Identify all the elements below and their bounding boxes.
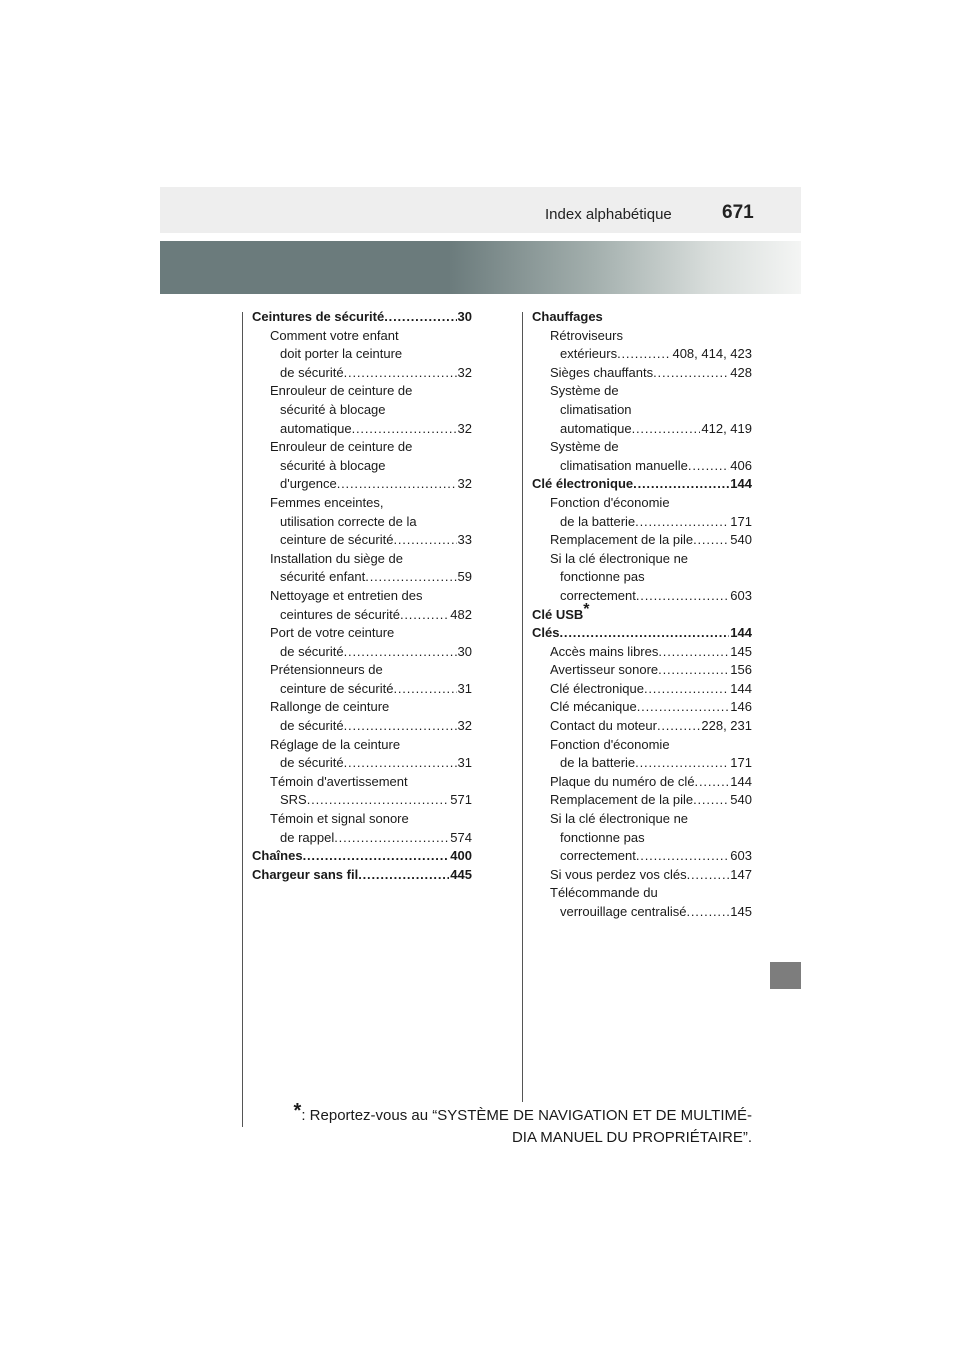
index-entry xyxy=(532,661,752,680)
index-entry xyxy=(532,550,752,569)
entry-text: fonctionne pas xyxy=(560,569,645,585)
index-entry xyxy=(532,717,752,736)
index-entry xyxy=(252,364,472,383)
index-entry xyxy=(532,624,752,643)
index-entry xyxy=(252,308,472,327)
entry-text: Chaînes xyxy=(252,848,303,864)
entry-text: Ceintures de sécurité xyxy=(252,309,385,324)
footnote-line-2: DIA MANUEL DU PROPRIÉTAIRE”. xyxy=(511,1129,752,1146)
index-entry xyxy=(532,513,752,532)
leader-dots xyxy=(384,308,456,327)
entry-text: Remplacement de la pile xyxy=(550,792,694,808)
index-entry xyxy=(252,866,472,885)
index-entry xyxy=(532,810,752,829)
leader-dots xyxy=(636,587,729,606)
section-title: Index alphabétique xyxy=(545,206,672,223)
leader-dots xyxy=(307,791,450,810)
entry-page-ref: 33 xyxy=(457,532,472,548)
entry-text: climatisation manuelle xyxy=(560,457,688,473)
leader-dots xyxy=(686,903,729,922)
index-entry xyxy=(532,791,752,810)
index-entry xyxy=(532,438,752,457)
entry-page-ref: 144 xyxy=(730,625,752,641)
index-column-right xyxy=(532,308,752,922)
leader-dots xyxy=(657,717,700,736)
index-entry xyxy=(252,420,472,439)
footnote-marker: * xyxy=(583,600,590,618)
index-entry xyxy=(252,401,472,420)
entry-page-ref: 146 xyxy=(730,699,752,715)
index-entry xyxy=(532,382,752,401)
index-entry xyxy=(252,643,472,662)
leader-dots xyxy=(695,773,730,792)
leader-dots xyxy=(393,531,456,550)
leader-dots xyxy=(344,717,457,736)
index-entry xyxy=(532,829,752,848)
entry-text: Remplacement de la pile xyxy=(550,532,694,548)
leader-dots xyxy=(658,643,729,662)
entry-text: Système de xyxy=(550,383,619,399)
entry-page-ref: 144 xyxy=(730,476,752,492)
entry-text: Chargeur sans fil xyxy=(252,866,359,882)
entry-text: de sécurité xyxy=(280,718,344,734)
entry-text: de rappel xyxy=(280,829,335,845)
entry-page-ref: 30 xyxy=(457,643,472,659)
leader-dots xyxy=(337,475,457,494)
index-entry xyxy=(532,494,752,513)
index-entry xyxy=(252,736,472,755)
index-entry xyxy=(252,513,472,532)
entry-text: Enrouleur de ceinture de xyxy=(270,383,413,399)
leader-dots xyxy=(653,364,729,383)
entry-text: automatique xyxy=(280,420,352,436)
leader-dots xyxy=(400,606,449,625)
leader-dots xyxy=(693,791,729,810)
entry-page-ref: 145 xyxy=(730,904,752,919)
entry-page-ref: 156 xyxy=(730,662,752,678)
index-entry xyxy=(252,624,472,643)
entry-page-ref: 228, 231 xyxy=(701,718,752,734)
index-entry xyxy=(252,438,472,457)
entry-text: Contact du moteur xyxy=(550,718,657,734)
leader-dots xyxy=(334,829,449,848)
entry-text: ceinture de sécurité xyxy=(280,532,394,548)
entry-page-ref: 428 xyxy=(730,364,752,380)
entry-text: verrouillage centralisé xyxy=(560,904,687,919)
entry-page-ref: 144 xyxy=(730,773,752,789)
index-entry xyxy=(532,643,752,662)
entry-text: ceinture de sécurité xyxy=(280,680,394,696)
leader-dots xyxy=(693,531,729,550)
index-entry xyxy=(252,829,472,848)
leader-dots xyxy=(633,475,729,494)
index-entry xyxy=(252,587,472,606)
entry-text: ceintures de sécurité xyxy=(280,606,400,622)
leader-dots xyxy=(687,866,730,885)
section-thumb-tab xyxy=(770,962,801,989)
header-bar xyxy=(160,187,801,233)
index-entry xyxy=(532,698,752,717)
index-column-left xyxy=(252,308,472,884)
leader-dots xyxy=(344,754,457,773)
index-entry xyxy=(252,847,472,866)
entry-page-ref: 603 xyxy=(730,848,752,864)
leader-dots xyxy=(637,698,730,717)
entry-text: fonctionne pas xyxy=(560,829,645,845)
index-entry xyxy=(532,884,752,903)
footnote xyxy=(280,1100,752,1149)
index-entry xyxy=(252,494,472,513)
entry-text: Nettoyage et entretien des xyxy=(270,587,423,603)
entry-text: correctement xyxy=(560,587,636,603)
index-entry xyxy=(532,401,752,420)
index-entry xyxy=(532,600,752,625)
leader-dots xyxy=(632,420,701,439)
footnote-line-1: : Reportez-vous au “SYSTÈME DE NAVIGATION ET DE MULTIMÉ- xyxy=(301,1107,752,1124)
entry-text: Témoin et signal sonore xyxy=(270,811,409,827)
leader-dots xyxy=(303,847,450,866)
leader-dots xyxy=(658,661,729,680)
leader-dots xyxy=(617,345,671,364)
leader-dots xyxy=(635,754,729,773)
index-entry xyxy=(252,606,472,625)
entry-text: Rétroviseurs xyxy=(550,327,623,343)
index-entry xyxy=(532,531,752,550)
leader-dots xyxy=(644,680,729,699)
leader-dots xyxy=(344,643,457,662)
leader-dots xyxy=(365,568,456,587)
entry-text: de la batterie xyxy=(560,755,636,771)
column-divider xyxy=(522,312,523,1102)
index-entry xyxy=(532,754,752,773)
entry-page-ref: 31 xyxy=(457,680,472,696)
index-entry xyxy=(252,698,472,717)
index-entry xyxy=(252,327,472,346)
entry-text: Installation du siège de xyxy=(270,550,403,566)
index-entry xyxy=(532,587,752,606)
entry-text: Sièges chauffants xyxy=(550,364,654,380)
entry-page-ref: 406 xyxy=(730,457,752,473)
entry-text: Enrouleur de ceinture de xyxy=(270,439,413,455)
index-entry xyxy=(252,457,472,476)
entry-text: SRS xyxy=(280,792,307,808)
entry-page-ref: 574 xyxy=(450,829,472,845)
index-entry xyxy=(252,475,472,494)
entry-text: Témoin d'avertissement xyxy=(270,773,408,789)
entry-text: Clés xyxy=(532,625,560,641)
entry-page-ref: 408, 414, 423 xyxy=(672,346,752,362)
entry-page-ref: 400 xyxy=(450,848,472,864)
entry-text: sécurité enfant xyxy=(280,569,366,585)
footnote-star: * xyxy=(293,1100,302,1122)
entry-text: Fonction d'économie xyxy=(550,494,670,510)
index-entry xyxy=(532,866,752,885)
index-entry xyxy=(252,382,472,401)
entry-text: Télécommande du xyxy=(550,885,658,901)
entry-page-ref: 144 xyxy=(730,680,752,696)
entry-page-ref: 412, 419 xyxy=(701,420,752,436)
index-entry xyxy=(252,791,472,810)
entry-text: Accès mains libres xyxy=(550,643,659,659)
entry-text: Prétensionneurs de xyxy=(270,662,383,678)
entry-page-ref: 445 xyxy=(450,866,472,882)
entry-text: Plaque du numéro de clé xyxy=(550,773,695,789)
index-entry xyxy=(532,568,752,587)
entry-text: Clé mécanique xyxy=(550,699,637,715)
entry-page-ref: 147 xyxy=(730,866,752,882)
entry-text: Si vous perdez vos clés xyxy=(550,866,687,882)
index-entry xyxy=(252,661,472,680)
leader-dots xyxy=(559,624,729,643)
entry-page-ref: 30 xyxy=(457,309,472,324)
entry-text: Avertisseur sonore xyxy=(550,662,659,678)
index-entry xyxy=(252,754,472,773)
entry-text: Rallonge de ceinture xyxy=(270,699,390,715)
entry-page-ref: 171 xyxy=(730,755,752,771)
index-entry xyxy=(532,903,752,922)
index-entry xyxy=(252,680,472,699)
index-entry xyxy=(532,457,752,476)
entry-page-ref: 32 xyxy=(457,364,472,380)
entry-page-ref: 59 xyxy=(457,569,472,585)
leader-dots xyxy=(344,364,457,383)
index-entry xyxy=(252,810,472,829)
page-number: 671 xyxy=(722,202,754,223)
entry-text: Comment votre enfant xyxy=(270,327,399,343)
index-entry xyxy=(532,420,752,439)
entry-page-ref: 32 xyxy=(457,476,472,492)
entry-text: sécurité à blocage xyxy=(280,401,386,417)
index-entry xyxy=(252,345,472,364)
index-entry xyxy=(532,345,752,364)
entry-page-ref: 145 xyxy=(730,643,752,659)
entry-text: climatisation xyxy=(560,401,632,417)
leader-dots xyxy=(358,866,449,885)
entry-page-ref: 482 xyxy=(450,606,472,622)
index-entry xyxy=(532,308,752,327)
entry-text: Si la clé électronique ne xyxy=(550,550,689,566)
entry-text: Femmes enceintes, xyxy=(270,494,384,510)
entry-text: Port de votre ceinture xyxy=(270,625,395,641)
index-entry xyxy=(532,736,752,755)
leader-dots xyxy=(393,680,456,699)
entry-text: automatique xyxy=(560,420,632,436)
entry-text: de la batterie xyxy=(560,513,636,529)
index-entry xyxy=(532,847,752,866)
leader-dots xyxy=(636,847,729,866)
entry-page-ref: 171 xyxy=(730,513,752,529)
leader-dots xyxy=(352,420,457,439)
entry-page-ref: 32 xyxy=(457,420,472,436)
index-entry xyxy=(532,773,752,792)
entry-text: d'urgence xyxy=(280,476,337,492)
entry-text: correctement xyxy=(560,848,636,864)
entry-page-ref: 571 xyxy=(450,792,472,808)
entry-text: Clé électronique xyxy=(532,476,634,492)
index-entry xyxy=(252,773,472,792)
entry-text: extérieurs xyxy=(560,346,618,362)
entry-page-ref: 31 xyxy=(457,755,472,771)
index-entry xyxy=(252,568,472,587)
entry-page-ref: 540 xyxy=(730,792,752,808)
entry-text: Clé électronique xyxy=(550,680,644,696)
entry-text: Chauffages xyxy=(532,309,603,324)
entry-text: doit porter la ceinture xyxy=(280,346,403,362)
entry-page-ref: 540 xyxy=(730,532,752,548)
entry-text: Clé USB xyxy=(532,606,584,622)
entry-text: Fonction d'économie xyxy=(550,736,670,752)
index-entry xyxy=(532,475,752,494)
entry-text: Réglage de la ceinture xyxy=(270,736,401,752)
gradient-banner xyxy=(160,241,801,294)
index-entry xyxy=(532,327,752,346)
entry-text: de sécurité xyxy=(280,643,344,659)
index-entry xyxy=(252,717,472,736)
entry-text: Si la clé électronique ne xyxy=(550,811,689,827)
entry-text: de sécurité xyxy=(280,755,344,771)
index-entry xyxy=(252,531,472,550)
leader-dots xyxy=(635,513,729,532)
entry-text: Système de xyxy=(550,439,619,455)
entry-page-ref: 603 xyxy=(730,587,752,603)
entry-page-ref: 32 xyxy=(457,718,472,734)
index-entry xyxy=(532,680,752,699)
entry-text: utilisation correcte de la xyxy=(280,513,417,529)
index-entry xyxy=(252,550,472,569)
leader-dots xyxy=(688,457,729,476)
left-rule xyxy=(242,312,243,1127)
index-entry xyxy=(532,364,752,383)
entry-text: de sécurité xyxy=(280,364,344,380)
entry-text: sécurité à blocage xyxy=(280,457,386,473)
